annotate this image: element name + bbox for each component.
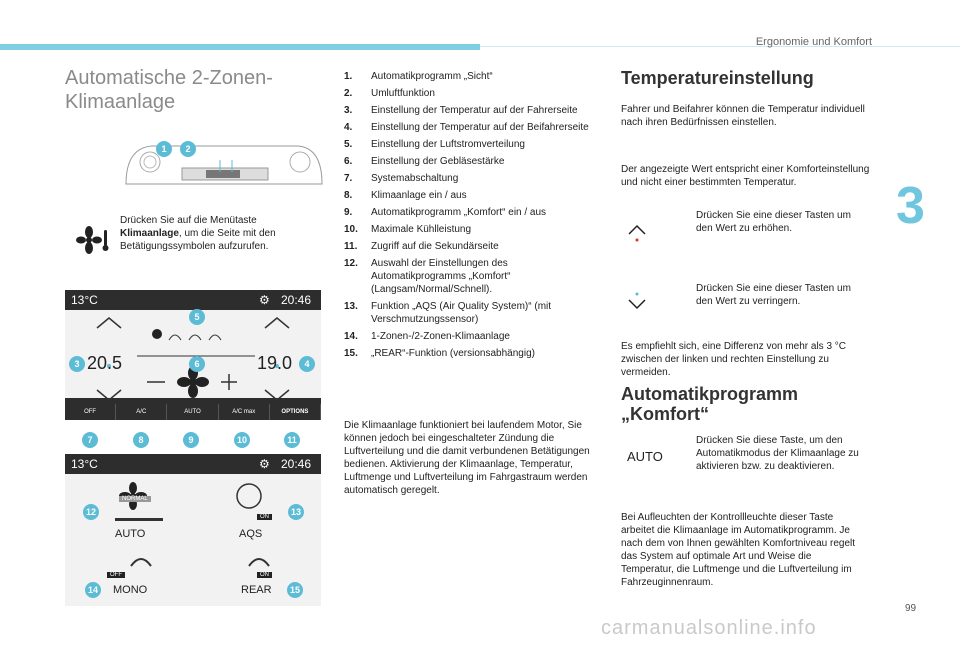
list-item: 9. Automatikprogramm „Komfort“ ein / aus [344,207,547,218]
badge-9: 9 [183,432,199,448]
normal-badge: NORMAL [119,496,151,502]
driver-temp-display[interactable]: 20.5 [87,353,123,373]
list-item: 2. Umluftfunktion [344,88,435,99]
list-item: 3. Einstellung der Temperatur auf der Fahrerseite [344,105,578,116]
button-bar [65,404,321,420]
auto-button[interactable]: AUTO [167,404,218,420]
badge-1: 1 [156,141,172,157]
options-button[interactable]: OPTIONS [270,404,321,420]
passenger-temp-display[interactable]: 19.0 [257,353,293,373]
clock: 20:46 [281,293,312,307]
badge-3: 3 [69,356,85,372]
page-number: 99 [905,603,917,614]
badge-14: 14 [85,582,101,598]
badge-11: 11 [284,432,300,448]
badge-12: 12 [83,504,99,520]
legend-list [344,70,599,364]
list-item: 6. Einstellung der Gebläsestärke [344,156,505,167]
list-item: 7. Systemabschaltung [344,173,459,184]
outside-temperature-2: 13°C [71,457,98,471]
aqs-on-badge: ON [257,514,272,520]
chapter-number: 3 [896,177,925,235]
list-item: 10. Maximale Kühlleistung [344,224,472,235]
gear-icon[interactable]: ⚙ [259,293,270,307]
auto-mode-button[interactable]: AUTO [115,528,146,540]
auto-paragraph: Bei Aufleuchten der Kontrollleuchte dieser Taste arbeitet die Klimaanlage im Automatikprogramm. Je nach dem von Ihnen gewählten Komfortniveau regelt das System auf optimale Art und Weise die Temperatur, die Luftmenge und die Luftverteilung im Fahrzeuginnenraum. [621,512,856,588]
operation-paragraph: Die Klimaanlage funktioniert bei laufendem Motor, Sie können jedoch bei eingeschalteter Zündung die Luftverteilung und die damit verbundenen Betätigungen bedienen. Aktivierung der Klimaanlage, Temperatur, Luftmenge und Luftverteilung im Fahrgastraum werden automatisch geregelt. [344,420,590,496]
mono-button[interactable]: MONO [113,584,148,596]
list-item: 11. Zugriff auf die Sekundärseite [344,241,499,252]
badge-5: 5 [189,309,205,325]
list-item: 15. „REAR“-Funktion (versionsabhängig) [344,348,535,359]
badge-2: 2 [180,141,196,157]
badge-15: 15 [287,582,303,598]
ac-max-button[interactable]: A/C max [219,404,270,420]
watermark: carmanualsonline.info [601,617,817,639]
ac-button[interactable]: A/C [116,404,167,420]
temp-paragraph-2: Der angezeigte Wert entspricht einer Komforteinstellung und nicht einer bestimmten Temperatur. [621,164,870,188]
temp-paragraph-3: Es empfiehlt sich, eine Differenz von mehr als 3 °C zwischen der linken und rechten Einstellung zu vermeiden. [621,341,847,378]
badge-13: 13 [288,504,304,520]
badge-8: 8 [133,432,149,448]
list-item: 13. Funktion „AQS (Air Quality System)“ (mit Verschmutzungssensor) [344,301,552,325]
list-item: 4. Einstellung der Temperatur auf der Beifahrerseite [344,122,589,133]
gear-icon-2[interactable]: ⚙ [259,457,270,471]
page-title: Automatische 2-Zonen-Klimaanlage [65,67,273,113]
heading-temperature: Temperatureinstellung [621,68,814,88]
badge-6: 6 [189,356,205,372]
temp-up-icon [626,222,648,244]
bullet-auto: Drücken Sie diese Taste, um den Automatikmodus der Klimaanlage zu aktivieren bzw. zu deaktivieren. [696,435,859,472]
aqs-button[interactable]: AQS [239,528,263,540]
climate-menu-icon [76,226,110,254]
badge-7: 7 [82,432,98,448]
menu-instruction: Drücken Sie auf die Menütaste Klimaanlage, um die Seite mit den Betätigungssymbolen aufzurufen. [120,215,276,252]
header-accent-bar [0,44,480,50]
off-button[interactable]: OFF [65,404,116,420]
list-item: 8. Klimaanlage ein / aus [344,190,467,201]
list-item: 12. Auswahl der Einstellungen des Automatikprogramms „Komfort“ (Langsam/Normal/Schnell). [344,258,511,295]
temp-down-icon [626,290,648,312]
outside-temperature: 13°C [71,293,98,307]
section-header: Ergonomie und Komfort [755,36,872,48]
heading-auto-comfort: Automatikprogramm „Komfort“ [621,384,799,424]
dashboard-illustration [122,138,326,190]
rear-button[interactable]: REAR [241,584,272,596]
auto-button-icon: AUTO [627,449,663,464]
clock-2: 20:46 [281,457,312,471]
badge-10: 10 [234,432,250,448]
badge-4: 4 [299,356,315,372]
list-item: 5. Einstellung der Luftstromverteilung [344,139,525,150]
mono-off-badge: OFF [107,572,125,578]
climate-secondary-screen [65,454,321,606]
list-item: 14. 1-Zonen-/2-Zonen-Klimaanlage [344,331,510,342]
rear-on-badge: ON [257,572,272,578]
temp-paragraph-1: Fahrer und Beifahrer können die Temperatur individuell nach ihren Bedürfnissen einstellen. [621,104,865,128]
bullet-decrease: Drücken Sie eine dieser Tasten um den Wert zu verringern. [696,283,851,307]
header-rule [480,46,960,47]
list-item: 1. Automatikprogramm „Sicht“ [344,71,493,82]
screen2-icons-art [65,474,321,606]
bullet-increase: Drücken Sie eine dieser Tasten um den Wert zu erhöhen. [696,210,851,234]
